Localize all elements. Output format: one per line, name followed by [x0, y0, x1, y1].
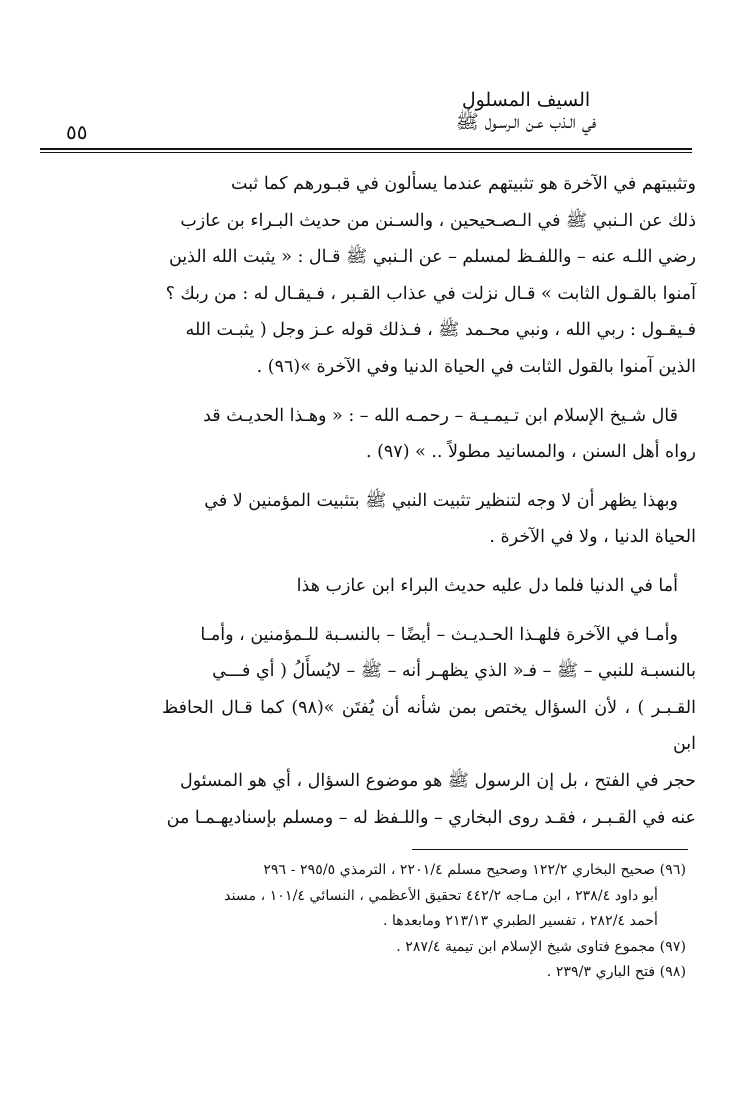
- text-line: رواه أهل السنن ، والمسانيد مطولاً .. » (٩٧) .: [365, 442, 696, 463]
- text-line: وبهذا يظهر أن لا وجه لتنظير تثبيت النبي ﷺ بتثبيت المؤمنين لا في: [204, 490, 678, 511]
- text-line: وتثبيتهم في الآخرة هو تثبيتهم عندما يسألون في قبـورهم كما ثبت: [230, 174, 696, 194]
- footnotes: [150, 858, 686, 986]
- footnote-line: (٩٧) مجموع فتاوى شيخ الإسلام ابن تيمية ٢٨٧/٤ .: [396, 938, 686, 955]
- book-title: السيف المسلول: [461, 89, 591, 111]
- running-title: [426, 90, 626, 134]
- text-line: قال شـيخ الإسلام ابن تـيمـيـة – رحمـه الله – : « وهـذا الحديـث قد: [203, 405, 678, 426]
- footnote-line: (٩٦) صحيح البخاري ١٢٢/٢ وصحيح مسلم ٢٢٠١/٤ ، الترمذي ٢٩٥/٥ - ٢٩٦: [263, 862, 686, 878]
- text-line: الذين آمنوا بالقول الثابت في الحياة الدنيا وفي الآخرة »(٩٦) .: [256, 356, 696, 377]
- book-subtitle: في الـذب عـن الـرسـول ﷺ: [455, 110, 597, 133]
- header-rule: [40, 148, 692, 153]
- footnote-line: (٩٨) فتح الباري ٢٣٩/٣ .: [546, 964, 686, 981]
- text-line: بالنسبـة للنبي – ﷺ – فـ« الذي يظهـر أنه – ﷺ – لايُسأَلُ ( أي فـــي: [212, 661, 696, 682]
- text-line: الحياة الدنيا ، ولا في الآخرة .: [489, 527, 696, 548]
- text-line: أما في الدنيا فلما دل عليه حديث البراء ابن عازب هذا: [296, 575, 678, 596]
- footnote-rule: [412, 849, 688, 850]
- main-text: [162, 166, 696, 836]
- page-number: ٥٥: [66, 120, 88, 144]
- text-line: ذلك عن الـنبي ﷺ في الـصـحيحين ، والسـنن من حديث البـراء بن عازب: [180, 210, 696, 231]
- text-line: القـبـر ) ، لأن السؤال يختص بمن شأنه أن يُفتَن »(٩٨) كما قـال الحافظ ابن: [162, 697, 696, 755]
- text-line: آمنوا بالقـول الثابت » قـال نزلت في عذاب القـبر ، فـيقـال له : من ربك ؟: [165, 283, 696, 304]
- footnote-line: أبو داود ٢٣٨/٤ ، ابن مـاجه ٤٤٢/٢ تحقيق الأعظمي ، النسائي ١٠١/٤ ، مسند: [224, 887, 658, 904]
- text-line: وأمـا في الآخرة فلهـذا الحـديـث – أيضًا – بالنسـبة للـمؤمنين ، وأمـا: [200, 624, 678, 645]
- text-line: رضي اللـه عنه – واللفـظ لمسلم – عن الـنبي ﷺ قـال : « يثبت الله الذين: [168, 247, 696, 268]
- text-line: عنه في القـبـر ، فقـد روى البخاري – واللـفظ له – ومسلم بإسناديهـمـا من: [166, 807, 696, 828]
- text-line: فـيقـول : ربي الله ، ونبي محـمد ﷺ ، فـذلك قوله عـز وجل ( يثبـت الله: [185, 320, 696, 341]
- footnote-line: أحمد ٢٨٢/٤ ، تفسير الطبري ٢١٣/١٣ ومابعدها .: [382, 913, 658, 930]
- text-line: حجر في الفتح ، بل إن الرسول ﷺ هو موضوع السؤال ، أي هو المسئول: [179, 770, 696, 791]
